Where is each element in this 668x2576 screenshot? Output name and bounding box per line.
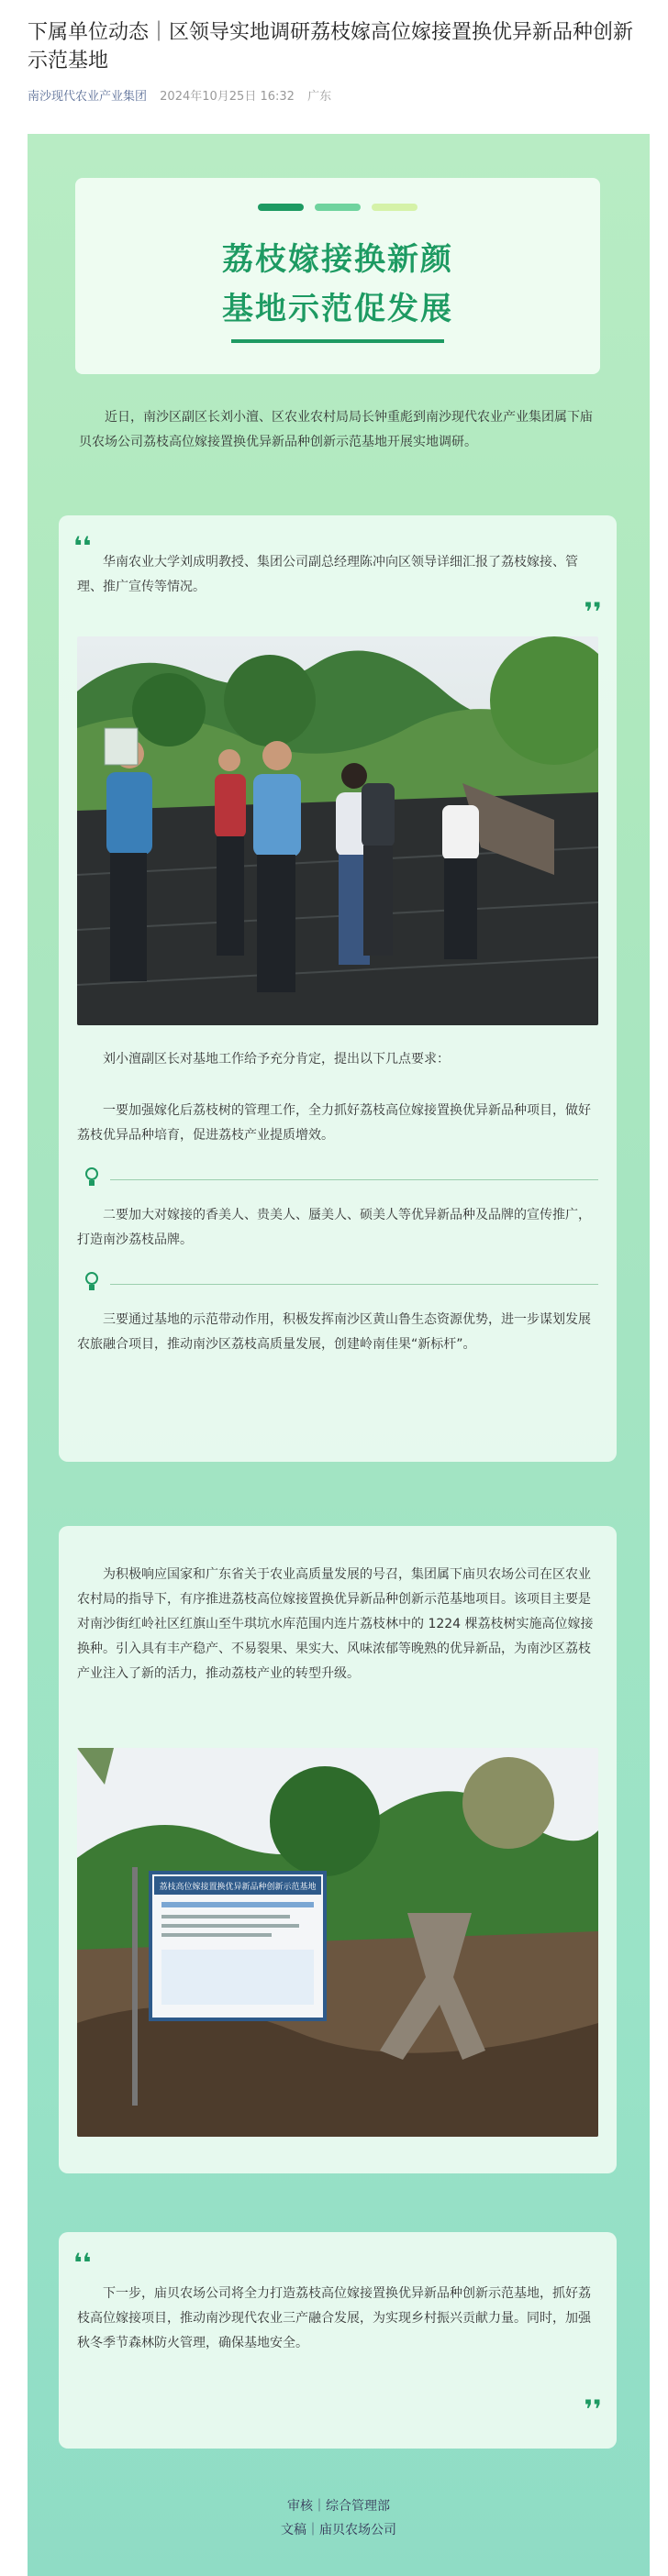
card3-quote: 下一步，庙贝农场公司将全力打造荔枝高位嫁接置换优异新品种创新示范基地，抓好荔枝高位嫁接项目，推动南沙现代农业三产融合发展，为实现乡村振兴贡献力量。同时，加强秋冬季节森林防火管理，确保基地安全。 — [77, 2286, 591, 2350]
sign-title: 荔枝高位嫁接置换优异新品种创新示范基地 — [159, 1883, 317, 1892]
card1-quote: 华南农业大学刘成明教授、集团公司副总经理陈冲向区领导详细汇报了荔枝嫁接、管理、推广宣传等情况。 — [77, 555, 578, 594]
divider-line — [110, 1179, 598, 1180]
field-visit-photo — [77, 636, 598, 1025]
article-header — [0, 0, 668, 104]
project-card — [59, 1526, 617, 2173]
meeting-card — [59, 515, 617, 1462]
card1-paragraph-one: 一要加强嫁化后荔枝树的管理工作，全力抓好荔枝高位嫁接置换优异新品种项目，做好荔枝优异品种培育，促进荔枝产业提质增效。 — [77, 1103, 591, 1143]
divider-line — [110, 1284, 598, 1285]
article-meta — [28, 86, 640, 104]
lightbulb-icon — [84, 1166, 99, 1188]
card2-paragraph: 为积极响应国家和广东省关于农业高质量发展的号召，集团属下庙贝农场公司在区农业农村局的指导下，有序推进荔枝高位嫁接置换优异新品种创新示范基地项目。该项目主要是对南沙街红岭社区红旗山至牛琪坑水库范围内连片荔枝林中的 1224 棵荔枝树实施高位嫁接换种。引入具有丰产稳产、不易裂果、果实大、风味浓郁等晚熟的优异新品，为南沙区荔枝产业注入了新的活力，推动荔枝产业的转型升级。 — [77, 1567, 594, 1681]
next-steps-card — [59, 2232, 617, 2449]
card1-paragraph-requirements: 刘小澶副区长对基地工作给予充分肯定，提出以下几点要求： — [103, 1052, 450, 1067]
article-poster — [28, 134, 650, 2576]
review-credit: 审核｜综合管理部 — [287, 2499, 390, 2514]
open-quote-icon: ❛❛ — [73, 531, 92, 561]
lightbulb-icon — [84, 1271, 99, 1293]
hero-title-line2: 基地示范促发展 — [222, 291, 453, 327]
hero-title — [75, 235, 600, 334]
demo-base-photo — [77, 1748, 598, 2137]
hero-underline — [231, 339, 444, 343]
card1-paragraph-two: 二要加大对嫁接的香美人、贵美人、蜃美人、硕美人等优异新品种及品牌的宣传推广，打造南沙荔枝品牌。 — [77, 1208, 591, 1247]
close-quote-icon: ❜❜ — [584, 597, 602, 627]
intro-paragraph: 近日，南沙区副区长刘小澶、区农业农村局局长钟重彪到南沙现代农业产业集团属下庙贝农场公司荔枝高位嫁接置换优异新品种创新示范基地开展实地调研。 — [79, 410, 593, 449]
card1-paragraph-three: 三要通过基地的示范带动作用，积极发挥南沙区黄山鲁生态资源优势，进一步谋划发展农旅融合项目，推动南沙区荔枝高质量发展，创建岭南佳果“新标杆”。 — [77, 1312, 591, 1352]
hero-title-line1: 荔枝嫁接换新颜 — [222, 241, 453, 278]
credits — [28, 2494, 650, 2542]
author-credit: 文稿｜庙贝农场公司 — [281, 2523, 396, 2537]
open-quote-icon: ❛❛ — [73, 2248, 92, 2278]
account-name-link[interactable]: 南沙现代农业产业集团 — [28, 90, 148, 104]
publish-date: 2024年10月25日 16:32 — [160, 90, 295, 104]
close-quote-icon: ❜❜ — [584, 2394, 602, 2425]
decorative-bars — [75, 204, 600, 211]
article-title: 下属单位动态｜区领导实地调研荔枝嫁高位嫁接置换优异新品种创新示范基地 — [28, 21, 634, 72]
hero-card — [75, 178, 600, 374]
publish-location: 广东 — [307, 90, 332, 104]
